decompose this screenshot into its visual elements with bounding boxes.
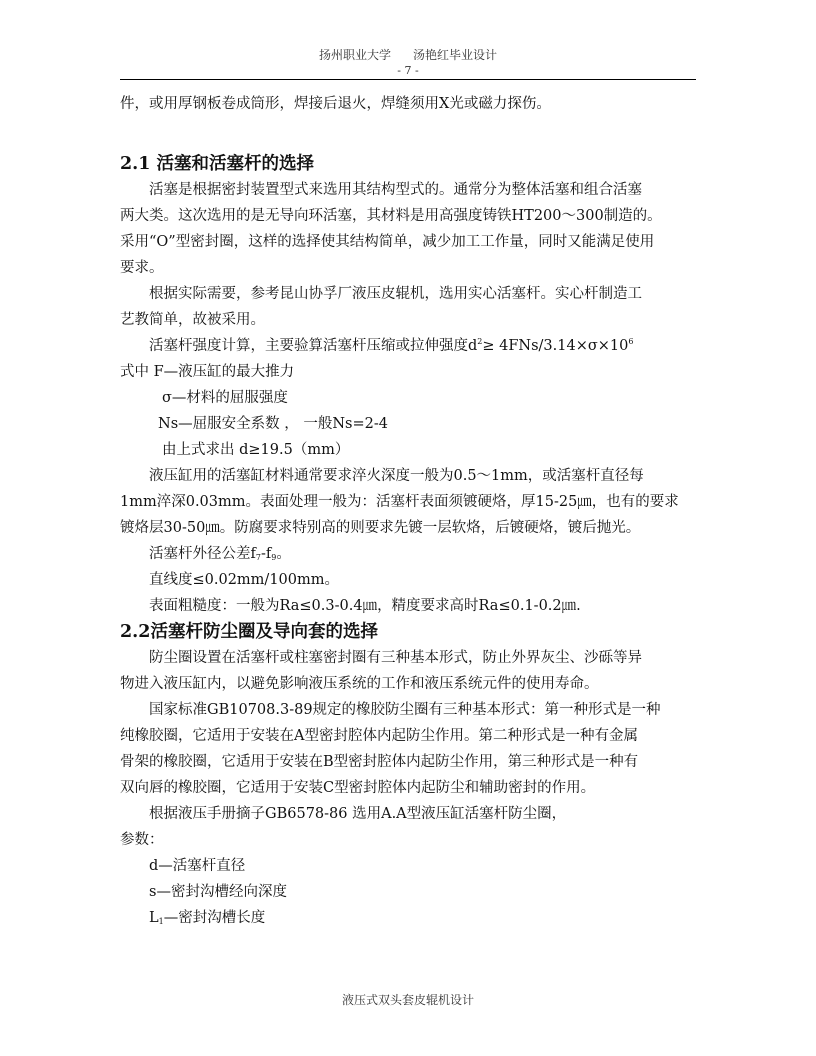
paragraph-line: 两大类。这次选用的是无导向环活塞，其材料是用高强度铸铁HT200～300制造的。 xyxy=(120,208,662,224)
header-school: 扬州职业大学 xyxy=(318,48,391,62)
paragraph-line: 物进入液压缸内，以避免影响液压系统的工作和液压系统元件的使用寿命。 xyxy=(120,676,599,692)
text: 。 xyxy=(276,546,291,562)
paragraph-line: 双向唇的橡胶圈，它适用于安装C型密封腔体内起防尘和辅助密封的作用。 xyxy=(120,780,596,796)
paragraph-line: 参数： xyxy=(120,832,164,848)
paragraph-line: σ—材料的屈服强度 xyxy=(162,390,288,406)
paragraph-line: 液压缸用的活塞缸材料通常要求淬火深度一般为0.5～1mm，或活塞杆直径每 xyxy=(149,468,644,484)
paragraph-line: 采用“O”型密封圈，这样的选择使其结构简单，减少加工工作量，同时又能满足使用 xyxy=(120,234,655,250)
text: L xyxy=(149,910,159,926)
subscript: 9 xyxy=(271,553,277,562)
page-number: - 7 - xyxy=(397,64,419,77)
header-rule xyxy=(120,79,696,80)
paragraph-line: 式中 F—液压缸的最大推力 xyxy=(120,364,295,380)
paragraph-line: 由上式求出 d≥19.5（mm） xyxy=(162,442,350,458)
paragraph-line: Ns—屈服安全系数 ， 一般Ns=2-4 xyxy=(158,416,388,432)
paragraph-line: 表面粗糙度：一般为Ra≤0.3-0.4㎛，精度要求高时Ra≤0.1-0.2㎛. xyxy=(149,598,581,614)
document-body xyxy=(120,91,696,931)
paragraph-line: 根据实际需要，参考昆山协孚厂液压皮辊机，选用实心活塞杆。实心杆制造工 xyxy=(149,286,642,302)
superscript: 6 xyxy=(628,337,634,346)
paragraph-line: 骨架的橡胶圈，它适用于安装在B型密封腔体内起防尘作用，第三种形式是一种有 xyxy=(120,754,639,770)
formula-text: ≥ 4FNs/3.14×σ×10 xyxy=(482,338,629,354)
formula-line xyxy=(120,333,696,359)
paragraph-line: 1mm淬深0.03mm。表面处理一般为：活塞杆表面须镀硬烙，厚15-25㎛，也有的要求 xyxy=(120,494,679,510)
page-footer: 液压式双头套皮辊机设计 xyxy=(341,993,474,1007)
section-heading-2-2: 2.2活塞杆防尘圈及导向套的选择 xyxy=(120,622,378,642)
paragraph-line: 镀烙层30-50㎛。防腐要求特别高的则要求先镀一层软烙，后镀硬烙，镀后抛光。 xyxy=(120,520,641,536)
paragraph-line: 纯橡胶圈，它适用于安装在A型密封腔体内起防尘作用。第二种形式是一种有金属 xyxy=(120,728,638,744)
paragraph-line: 防尘圈设置在活塞杆或柱塞密封圈有三种基本形式，防止外界灰尘、沙砾等异 xyxy=(149,650,642,666)
paragraph-line: 件，或用厚钢板卷成筒形，焊接后退火，焊缝须用X光或磁力探伤。 xyxy=(120,96,551,112)
paragraph-line: 活塞是根据密封装置型式来选用其结构型式的。通常分为整体活塞和组合活塞 xyxy=(149,182,642,198)
page-header xyxy=(120,47,696,63)
paragraph-line: 艺教简单，故被采用。 xyxy=(120,312,265,328)
paragraph-line: 要求。 xyxy=(120,260,164,276)
text: —密封沟槽长度 xyxy=(163,910,266,926)
paragraph-line: s—密封沟槽经向深度 xyxy=(149,884,287,900)
paragraph-line: 根据液压手册摘子GB6578-86 选用A.A型液压缸活塞杆防尘圈， xyxy=(149,806,567,822)
paragraph-line: 国家标准GB10708.3-89规定的橡胶防尘圈有三种基本形式：第一种形式是一种 xyxy=(149,702,661,718)
subscript: 1 xyxy=(158,917,164,926)
paragraph-line xyxy=(120,541,696,567)
subscript: 7 xyxy=(255,553,261,562)
section-heading-2-1: 2.1 活塞和活塞杆的选择 xyxy=(120,154,315,174)
formula-text: 活塞杆强度计算，主要验算活塞杆压缩或拉伸强度d xyxy=(149,338,478,354)
header-title: 汤艳红毕业设计 xyxy=(413,48,498,62)
text: -f xyxy=(260,546,272,562)
paragraph-line: 直线度≤0.02mm/100mm。 xyxy=(149,572,339,588)
paragraph-line xyxy=(120,905,696,931)
text: 活塞杆外径公差f xyxy=(149,546,256,562)
paragraph-line: d—活塞杆直径 xyxy=(149,858,246,874)
superscript: 2 xyxy=(477,337,483,346)
